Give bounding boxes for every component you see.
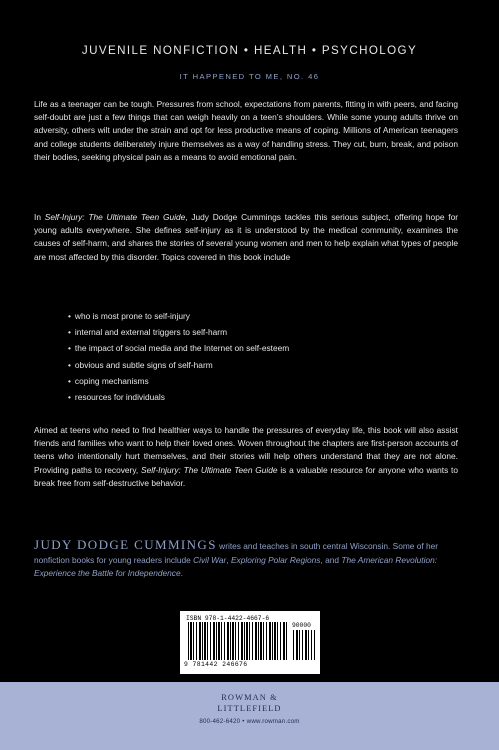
- author-book-title: Civil War: [193, 554, 227, 565]
- author-name: JUDY DODGE CUMMINGS: [34, 537, 217, 552]
- isbn-barcode: [180, 611, 320, 674]
- category-heading: JUVENILE NONFICTION • HEALTH • PSYCHOLOGY: [81, 44, 418, 57]
- contact-separator: •: [242, 718, 245, 725]
- paragraph-3-rest: is a valuable resource for anyone who wants to break free from self-destructive behavior.: [34, 464, 458, 488]
- description-paragraph-3: [34, 424, 458, 490]
- paragraph-2-lead: In: [34, 212, 45, 222]
- author-bio-end: .: [180, 568, 183, 579]
- author-bio: [34, 538, 464, 581]
- author-bio-text: writes and teaches in south central Wisconsin. Some of her nonfiction books for young readers include: [34, 541, 439, 565]
- book-title: Self-Injury: The Ultimate Teen Guide: [44, 212, 186, 222]
- publisher-contact: [0, 718, 499, 725]
- author-book-title: Exploring Polar Regions: [230, 554, 321, 565]
- book-title: Self-Injury: The Ultimate Teen Guide: [141, 464, 278, 475]
- topic-item: • coping mechanisms: [68, 373, 289, 389]
- ean-digits: 9 781442 246676: [184, 661, 248, 668]
- price-addon-digits: 90000: [292, 622, 311, 629]
- author-bio-separator: ,: [226, 554, 231, 565]
- publisher-name-line-1: ROWMAN &: [221, 693, 278, 702]
- topic-item: • who is most prone to self-injury: [68, 308, 289, 324]
- topic-item: • the impact of social media and the Internet on self-esteem: [68, 340, 289, 356]
- author-book-title: The American Revolution: Experience the Battle for Independence: [34, 554, 438, 579]
- description-paragraph-2: [34, 211, 458, 264]
- publisher-phone: 800-462-6420: [199, 718, 241, 725]
- publisher-website: www.rowman.com: [246, 718, 300, 725]
- topic-item: • resources for individuals: [68, 389, 289, 405]
- publisher-name-line-2: LITTLEFIELD: [217, 703, 282, 713]
- author-bio-separator: , and: [320, 554, 342, 565]
- description-paragraph-1: Life as a teenager can be tough. Pressures from school, expectations from parents, fitting in with peers, and facing self-doubt are just a few things that can weigh heavily on a teen’s shoulders. While some young adults thrive on adversity, others wilt under the strain and opt for less productive means of coping. Millions of American teenagers and college students deliberately injure themselves as a way of handling stress. They cut, burn, break, and poison their bodies, seeking physical pain as a means to avoid emotional pain.: [34, 99, 458, 162]
- series-label: IT HAPPENED TO ME, NO. 46: [179, 72, 320, 81]
- paragraph-2-rest: , Judy Dodge Cummings tackles this serious subject, offering hope for young adults everywhere. She defines self-injury as it is understood by the medical community, examines the causes of self-harm, and shares the stories of several young women and men to help explain what types of people are most affected by this disorder. Topics covered in this book include: [34, 212, 458, 262]
- topic-item: • internal and external triggers to self-harm: [68, 324, 289, 340]
- isbn-number: ISBN 978-1-4422-4667-6: [186, 615, 270, 622]
- topic-item: • obvious and subtle signs of self-harm: [68, 357, 289, 373]
- price-addon-bars: [293, 630, 315, 660]
- barcode-bars: [188, 622, 288, 660]
- paragraph-3-text: Aimed at teens who need to find healthier ways to handle the pressures of everyday life, this book will also assist friends and families who want to help their loved ones. Woven throughout the chapters are first-person accounts of teens who intentionally hurt themselves, and their stories will help others understand that they are not alone. Providing paths to recovery,: [34, 425, 458, 475]
- publisher-logo: [0, 693, 499, 714]
- topics-list: [68, 308, 289, 405]
